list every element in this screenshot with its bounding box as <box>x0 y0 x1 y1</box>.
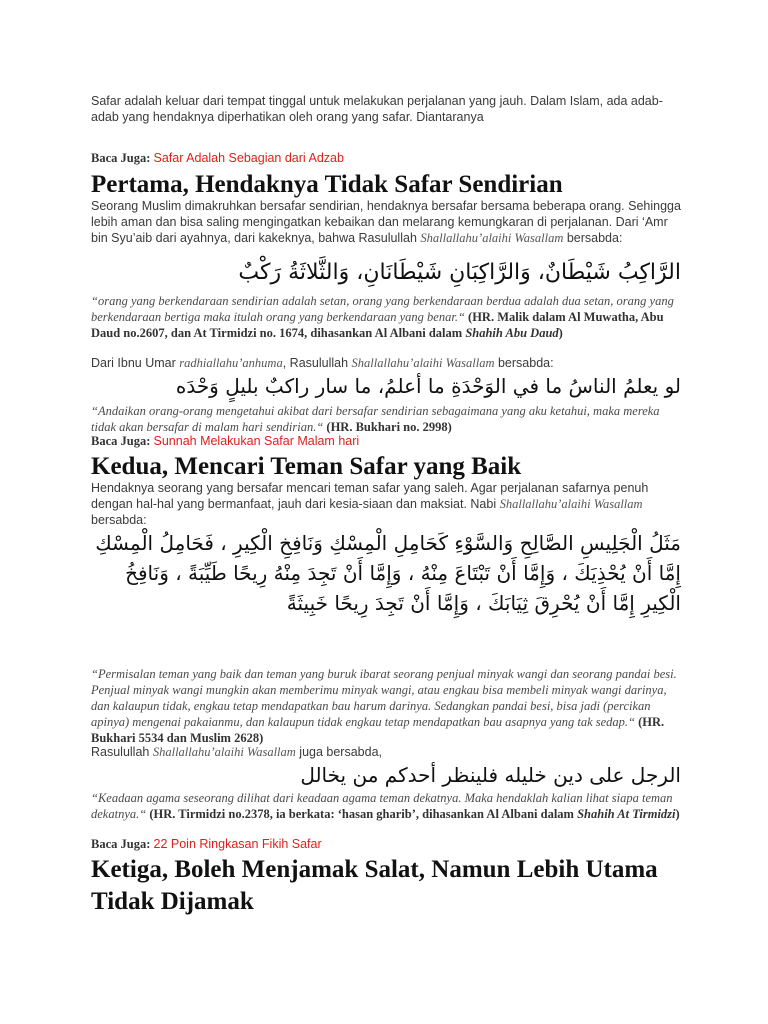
section-1-translation-text: “orang yang berkendaraan sendirian adalah setan, orang yang berkendaraan berdua adalah dua setan, orang yang berkendaraan bertiga maka itulah orang yang berkendaraan yang benar.“ <box>91 294 674 324</box>
section-2-p2-a: Rasulullah <box>91 745 150 759</box>
section-2-paragraph <box>91 480 681 528</box>
section-2-source-2-end: ) <box>675 807 680 821</box>
baca-juga-link-3[interactable]: 22 Poin Ringkasan Fikih Safar <box>153 837 322 851</box>
section-1-paragraph-2 <box>91 355 681 371</box>
section-2-arabic-hadith-2: الرجل على دين خليله فلينظر أحدكم من يخالل <box>300 763 681 787</box>
section-2-text: Hendaknya seorang yang bersafar mencari teman safar yang saleh. Agar perjalanan safarnya penuh dengan hal-hal yang bermanfaat, jauh dari kesia-siaan dan maksiat. Nabi <box>91 481 649 511</box>
baca-juga-link-1[interactable]: Safar Adalah Sebagian dari Adzab <box>153 151 344 165</box>
section-1-p2-c: , Rasulullah <box>282 356 349 370</box>
section-2-p2-c: juga bersabda, <box>299 745 382 759</box>
section-1-translation <box>91 293 681 341</box>
section-1-translation-2-text: “Andaikan orang-orang mengetahui akibat dari bersafar sendirian sebagaimana yang aku ketahui, maka mereka tidak akan bersafar di malam hari sendirian.“ <box>91 404 660 434</box>
section-1-text: Seorang Muslim dimakruhkan bersafar sendirian, hendaknya bersafar bersama beberapa orang. Sehingga lebih aman dan bisa saling mengingatkan kebaikan dan melarang kemungkaran di perjalanan. Dari ‘Amr bin Syu’aib dari ayahnya, dari kakeknya, bahwa Rasulullah <box>91 199 681 245</box>
section-1-p2-d: Shallallahu’alaihi Wasallam <box>351 356 495 370</box>
baca-juga-1 <box>91 151 681 166</box>
section-2-source-2: (HR. Tirmidzi no.2378, ia berkata: ‘hasan gharib’, dihasankan Al Albani dalam <box>149 807 574 821</box>
section-1-p2-b: radhiallahu’anhuma <box>179 356 283 370</box>
section-2-said: bersabda: <box>91 513 147 527</box>
section-2-translation-2-text: “Keadaan agama seseorang dilihat dari keadaan agama teman dekatnya. Maka hendaklah kalian lihat siapa teman dekatnya.“ <box>91 791 673 821</box>
section-2-translation-text: “Permisalan teman yang baik dan teman yang buruk ibarat seorang penjual minyak wangi dan seorang pandai besi. Penjual minyak wangi mungkin akan memberimu minyak wangi, atau engkau bisa membeli minyak wangi darinya, dan kalaupun tidak, engkau tetap mendapatkan bau harum darinya. Sedangkan pandai besi, bisa jadi (percikan apinya) mengenai pakaianmu, dan kalaupun tidak engkau tetap mendapatkan bau asapnya yang tak sedap.“ <box>91 667 677 729</box>
section-1-translation-2 <box>91 403 681 435</box>
section-2-source-2-book: Shahih At Tirmidzi <box>577 807 676 821</box>
section-1-p2-a: Dari Ibnu Umar <box>91 356 176 370</box>
section-2-paragraph-2 <box>91 744 681 760</box>
section-1-paragraph <box>91 198 681 246</box>
section-2-arabic-hadith: مَثَلُ الْجَلِيسِ الصَّالِحِ وَالسَّوْءِ كَحَامِلِ الْمِسْكِ وَنَافِخِ الْكِيرِ ، فَحَامِلُ الْمِسْكِ إِمَّا أَنْ يُحْذِيَكَ ، وَإِمَّا أَنْ تَبْتَاعَ مِنْهُ ، وَإِمَّا أَنْ تَجِدَ مِنْهُ رِيحًا طَيِّبَةً ، وَنَافِخُ الْكِيرِ إِمَّا أَنْ يُحْرِقَ ثِيَابَكَ ، وَإِمَّا أَنْ تَجِدَ رِيحًا خَبِيثَةً <box>95 531 681 615</box>
section-1-source-2: (HR. Bukhari no. 2998) <box>326 420 452 434</box>
section-1-said: bersabda: <box>566 231 623 245</box>
section-2-honorific: Shallallahu’alaihi Wasallam <box>499 497 643 511</box>
section-2-translation-2 <box>91 790 681 822</box>
section-1-source-book: Shahih Abu Daud <box>465 326 559 340</box>
heading-pertama: Pertama, Hendaknya Tidak Safar Sendirian <box>91 171 563 198</box>
section-2-p2-b: Shallallahu’alaihi Wasallam <box>152 745 296 759</box>
baca-juga-link-2[interactable]: Sunnah Melakukan Safar Malam hari <box>153 434 360 448</box>
baca-juga-label: Baca Juga: <box>91 837 151 851</box>
heading-kedua: Kedua, Mencari Teman Safar yang Baik <box>91 453 522 480</box>
baca-juga-2 <box>91 434 681 449</box>
section-2-source: (HR. Bukhari 5534 dan Muslim 2628) <box>91 715 665 745</box>
section-1-honorific: Shallallahu’alaihi Wasallam <box>420 231 564 245</box>
section-1-source-end: ) <box>558 326 563 340</box>
section-1-arabic-hadith-2: لو يعلمُ الناسُ ما في الوَحْدَةِ ما أعلمُ، ما سار راكبٌ بليلٍ وَحْدَه <box>175 374 681 398</box>
section-2-translation <box>91 666 681 746</box>
baca-juga-3 <box>91 837 681 852</box>
section-1-source: (HR. Malik dalam Al Muwatha, Abu Daud no.2607, dan At Tirmidzi no. 1674, dihasankan Al Albani dalam <box>91 310 664 340</box>
heading-ketiga: Ketiga, Boleh Menjamak Salat, Namun Lebih Utama Tidak Dijamak <box>91 856 658 915</box>
section-1-arabic-hadith: الرَّاكِبُ شَيْطَانٌ، وَالرَّاكِبَانِ شَيْطَانَانِ، وَالثَّلاثَةُ رَكْبٌ <box>238 260 681 285</box>
intro-paragraph: Safar adalah keluar dari tempat tinggal untuk melakukan perjalanan yang jauh. Dalam Islam, ada adab-adab yang hendaknya diperhatikan oleh orang yang safar. Diantaranya <box>91 94 663 124</box>
baca-juga-label: Baca Juga: <box>91 434 151 448</box>
section-1-p2-e: bersabda: <box>497 356 554 370</box>
baca-juga-label: Baca Juga: <box>91 151 151 165</box>
